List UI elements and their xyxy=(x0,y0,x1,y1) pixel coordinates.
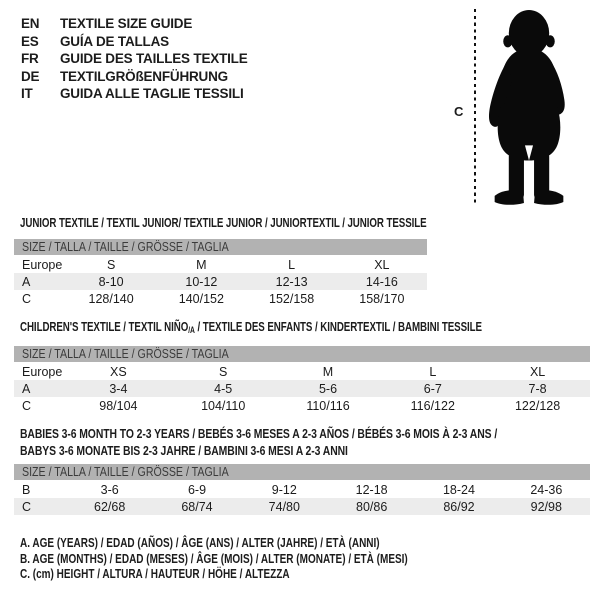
babies-size-table xyxy=(14,464,590,515)
row-label: C xyxy=(22,398,32,413)
size-cell: 86/92 xyxy=(443,499,475,514)
language-row-de xyxy=(21,68,248,86)
table-header-label: SIZE / TALLA / TAILLE / GRÖSSE / TAGLIA xyxy=(22,465,229,479)
size-cell: L xyxy=(429,364,437,379)
size-cell: 128/140 xyxy=(88,291,134,306)
table-row-age xyxy=(14,380,590,397)
language-title: TEXTILGRÖßENFÜHRUNG xyxy=(60,68,228,84)
size-cell: XS xyxy=(110,364,127,379)
junior-section-heading xyxy=(20,216,562,230)
language-code: IT xyxy=(21,86,33,101)
size-cell: 6-9 xyxy=(187,482,207,497)
junior-heading-text: JUNIOR TEXTILE / TEXTIL JUNIOR/ TEXTILE JUNIOR / JUNIORTEXTIL / JUNIOR TESSILE xyxy=(20,215,427,230)
size-cell: M xyxy=(196,257,207,272)
language-code: ES xyxy=(21,33,39,49)
row-label: A xyxy=(22,381,31,396)
table-row-europe xyxy=(14,363,590,380)
size-cell: 158/170 xyxy=(359,291,405,306)
footnote-height xyxy=(20,567,505,583)
table-header-label: SIZE / TALLA / TAILLE / GRÖSSE / TAGLIA xyxy=(22,240,229,254)
size-cell: 3-4 xyxy=(109,381,128,396)
table-header-bar xyxy=(14,239,427,255)
size-cell: 8-10 xyxy=(98,274,124,289)
junior-size-table xyxy=(14,239,427,307)
size-cell: 110/116 xyxy=(306,398,350,413)
height-dashed-line xyxy=(474,9,476,206)
size-cell: 104/110 xyxy=(201,398,246,413)
footnote-age-months xyxy=(20,552,505,568)
row-label: A xyxy=(22,274,31,289)
baby-silhouette-icon xyxy=(483,8,575,206)
language-title: GUIDA ALLE TAGLIE TESSILI xyxy=(60,86,244,101)
table-row-height xyxy=(14,290,427,307)
row-label: C xyxy=(22,499,32,514)
table-header-bar xyxy=(14,464,590,480)
children-heading-post: / TEXTILE DES ENFANTS / KINDERTEXTIL / BAMBINI TESSILE xyxy=(194,319,482,334)
size-cell: 74/80 xyxy=(268,499,300,514)
babies-section-heading xyxy=(20,425,600,459)
size-cell: 12-18 xyxy=(355,482,388,497)
table-row-height xyxy=(14,397,590,414)
children-heading-text xyxy=(20,320,482,337)
footnotes xyxy=(20,536,505,583)
size-cell: 12-13 xyxy=(275,274,308,289)
table-row-height xyxy=(14,498,590,515)
row-label: B xyxy=(22,482,31,497)
babies-heading-line1: BABIES 3-6 MONTH TO 2-3 YEARS / BEBÉS 3-6 MESES A 2-3 AÑOS / BÉBÉS 3-6 MOIS À 2-3 ANS / xyxy=(20,426,498,441)
size-cell: 62/68 xyxy=(94,499,126,514)
row-label: Europe xyxy=(22,364,63,379)
size-cell: 7-8 xyxy=(528,381,547,396)
children-heading-pre: CHILDREN'S TEXTILE / TEXTIL NIÑO xyxy=(20,319,189,334)
size-cell: 18-24 xyxy=(442,482,475,497)
size-cell: M xyxy=(322,364,334,379)
footnote-text: B. AGE (MONTHS) / EDAD (MESES) / ÂGE (MOIS) / ALTER (MONATE) / ETÀ (MESI) xyxy=(20,551,408,566)
table-row-age xyxy=(14,273,427,290)
language-title: GUÍA DE TALLAS xyxy=(60,33,169,49)
size-cell: 98/104 xyxy=(99,398,138,413)
size-cell: 4-5 xyxy=(214,381,233,396)
language-code: DE xyxy=(21,68,40,84)
size-cell: 140/152 xyxy=(178,291,224,306)
footnote-text: C. (cm) HEIGHT / ALTURA / HAUTEUR / HÖHE / ALTEZZA xyxy=(20,567,290,581)
size-cell: 10-12 xyxy=(185,274,218,289)
language-code: EN xyxy=(21,16,40,31)
size-cell: 122/128 xyxy=(514,398,561,413)
size-cell: 6-7 xyxy=(423,381,442,396)
size-cell: 116/122 xyxy=(410,398,455,413)
footnote-age-years xyxy=(20,536,505,552)
language-title: GUIDE DES TAILLES TEXTILE xyxy=(60,51,248,66)
language-row-fr xyxy=(21,50,248,68)
size-cell: 5-6 xyxy=(318,381,338,396)
size-cell: XL xyxy=(374,257,390,272)
language-list xyxy=(21,15,248,103)
size-cell: 80/86 xyxy=(356,499,388,514)
size-cell: S xyxy=(219,364,228,379)
table-row-europe xyxy=(14,256,427,273)
size-cell: 92/98 xyxy=(530,499,562,514)
table-header-label: SIZE / TALLA / TAILLE / GRÖSSE / TAGLIA xyxy=(22,347,229,361)
table-header-bar xyxy=(14,346,590,362)
size-cell: S xyxy=(106,257,116,272)
row-label: Europe xyxy=(22,257,63,272)
size-cell: 9-12 xyxy=(271,482,297,497)
language-row-es xyxy=(21,33,248,51)
size-cell: XL xyxy=(529,364,546,379)
size-cell: 152/158 xyxy=(269,291,315,306)
language-row-en xyxy=(21,15,248,33)
size-cell: 24-36 xyxy=(530,482,563,497)
row-label: C xyxy=(22,291,32,306)
babies-heading-line2: BABYS 3-6 MONATE BIS 2-3 JAHRE / BAMBINI 3-6 MESI A 2-3 ANNI xyxy=(20,443,348,458)
size-cell: 3-6 xyxy=(100,482,119,497)
footnote-text: A. AGE (YEARS) / EDAD (AÑOS) / ÂGE (ANS) / ALTER (JAHRE) / ETÀ (ANNI) xyxy=(20,536,380,550)
size-cell: 14-16 xyxy=(365,274,398,289)
language-title: TEXTILE SIZE GUIDE xyxy=(60,16,193,31)
table-row-months xyxy=(14,481,590,498)
language-code: FR xyxy=(21,51,39,66)
height-measure-label: C xyxy=(454,104,464,119)
language-row-it xyxy=(21,85,248,103)
children-section-heading xyxy=(20,320,600,337)
size-cell: L xyxy=(288,257,296,272)
children-size-table xyxy=(14,346,590,414)
size-cell: 68/74 xyxy=(181,499,213,514)
children-heading-sub: /A xyxy=(188,325,195,335)
